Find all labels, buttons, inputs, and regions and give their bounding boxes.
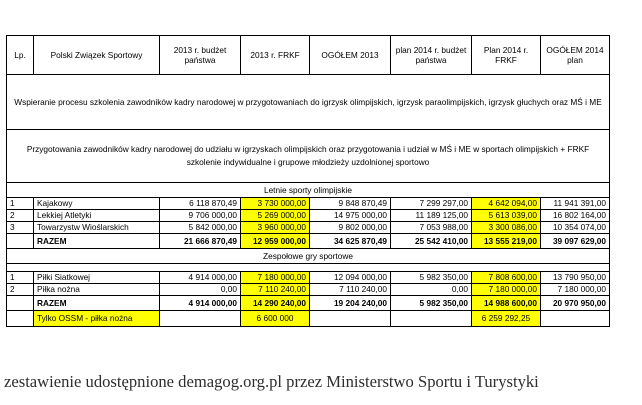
- cell-lp: 2: [7, 210, 34, 222]
- cell-sum-budget-2013: 21 666 870,49: [160, 234, 241, 249]
- cell-empty: [391, 311, 472, 327]
- cell-lp: 1: [7, 198, 34, 210]
- cell-ossm-frkf-2014: 6 259 292,25: [472, 311, 541, 327]
- footer-row: [7, 311, 610, 327]
- cell-budget-2013: 4 914 000,00: [160, 272, 241, 284]
- table-row: [7, 198, 610, 210]
- header-budget-2013: 2013 r. budżet państwa: [160, 36, 241, 75]
- cell-total-2013: 9 848 870,49: [310, 198, 391, 210]
- cell-frkf-2013: 3 730 000,00: [241, 198, 310, 210]
- cell-federation: Piłka nożna: [34, 284, 160, 296]
- cell-frkf-2013: 3 960 000,00: [241, 222, 310, 234]
- cell-federation: Kajakowy: [34, 198, 160, 210]
- image-caption: zestawienie udostępnione demagog.org.pl przez Ministerstwo Sportu i Turystyki: [4, 372, 539, 391]
- table-row: [7, 272, 610, 284]
- cell-frkf-2014: 7 808 600,00: [472, 272, 541, 284]
- cell-budget-2013: 5 842 000,00: [160, 222, 241, 234]
- header-total-2013: OGÓŁEM 2013: [310, 36, 391, 75]
- cell-total-2014: 10 354 074,00: [541, 222, 610, 234]
- cell-budget-2013: 6 118 870,49: [160, 198, 241, 210]
- cell-ossm-label: Tylko OSSM - piłka nożna: [34, 311, 160, 327]
- cell-total-2013: 14 975 000,00: [310, 210, 391, 222]
- cell-sum-budget-2013: 4 914 000,00: [160, 296, 241, 311]
- cell-sum-frkf-2014: 13 555 219,00: [472, 234, 541, 249]
- cell-lp: 2: [7, 284, 34, 296]
- cell-sum-total-2013: 34 625 870,49: [310, 234, 391, 249]
- cell-lp-empty: [7, 234, 34, 249]
- cell-empty: [541, 311, 610, 327]
- cell-federation: Towarzystw Wioślarskich: [34, 222, 160, 234]
- cell-total-2014: 16 802 164,00: [541, 210, 610, 222]
- band-training-support: Wspieranie procesu szkolenia zawodników kadry narodowej w przygotowaniach do igrzysk olimpijskich, igrzysk paraolimpijskich, igrzysk głuchych oraz MŚ i ME: [7, 75, 610, 130]
- cell-sum-frkf-2013: 12 959 000,00: [241, 234, 310, 249]
- band-row: [7, 75, 610, 130]
- spacer-cell: [7, 264, 610, 272]
- spacer-row: [7, 264, 610, 272]
- cell-frkf-2013: 7 110 240,00: [241, 284, 310, 296]
- band-row: [7, 130, 610, 183]
- cell-budget-2014: 7 299 297,00: [391, 198, 472, 210]
- cell-lp: 3: [7, 222, 34, 234]
- cell-lp-empty: [7, 311, 34, 327]
- summary-row: [7, 296, 610, 311]
- cell-budget-2014: 7 053 988,00: [391, 222, 472, 234]
- header-plan-budget-2014: plan 2014 r. budżet państwa: [391, 36, 472, 75]
- cell-frkf-2013: 7 180 000,00: [241, 272, 310, 284]
- section-title-row: [7, 249, 610, 264]
- cell-ossm-frkf-2013: 6 600 000: [241, 311, 310, 327]
- cell-frkf-2013: 5 269 000,00: [241, 210, 310, 222]
- header-lp: Lp.: [7, 36, 34, 75]
- section-team-title: Zespołowe gry sportowe: [7, 249, 610, 264]
- cell-sum-total-2014: 39 097 629,00: [541, 234, 610, 249]
- cell-frkf-2014: 7 180 000,00: [472, 284, 541, 296]
- cell-frkf-2014: 3 300 086,00: [472, 222, 541, 234]
- table-row: [7, 284, 610, 296]
- cell-budget-2013: 9 706 000,00: [160, 210, 241, 222]
- cell-sum-label: RAZEM: [34, 296, 160, 311]
- cell-sum-frkf-2013: 14 290 240,00: [241, 296, 310, 311]
- cell-sum-total-2013: 19 204 240,00: [310, 296, 391, 311]
- cell-empty: [310, 311, 391, 327]
- table-row: [7, 210, 610, 222]
- cell-total-2014: 7 180 000,00: [541, 284, 610, 296]
- header-plan-frkf-2014: Plan 2014 r. FRKF: [472, 36, 541, 75]
- summary-row: [7, 234, 610, 249]
- cell-budget-2013: 0,00: [160, 284, 241, 296]
- cell-lp: 1: [7, 272, 34, 284]
- section-summer-title: Letnie sporty olimpijskie: [7, 183, 610, 198]
- cell-empty: [160, 311, 241, 327]
- band-olympic-preparation: Przygotowania zawodników kadry narodowej do udziału w igrzyskach olimpijskich oraz przygotowania i udział w MŚ i ME w sportach olimpijskich + FRKF szkolenie indywidualne i grupowe młodzieży uzdolnionej sportowo: [7, 130, 610, 183]
- cell-sum-frkf-2014: 14 988 600,00: [472, 296, 541, 311]
- cell-sum-label: RAZEM: [34, 234, 160, 249]
- table-row: [7, 222, 610, 234]
- cell-budget-2014: 11 189 125,00: [391, 210, 472, 222]
- cell-sum-budget-2014: 25 542 410,00: [391, 234, 472, 249]
- cell-total-2013: 7 110 240,00: [310, 284, 391, 296]
- cell-lp-empty: [7, 296, 34, 311]
- cell-sum-total-2014: 20 970 950,00: [541, 296, 610, 311]
- header-frkf-2013: 2013 r. FRKF: [241, 36, 310, 75]
- budget-table: [6, 35, 610, 327]
- cell-budget-2014: 5 982 350,00: [391, 272, 472, 284]
- header-total-2014: OGÓŁEM 2014 plan: [541, 36, 610, 75]
- cell-total-2014: 11 941 391,00: [541, 198, 610, 210]
- cell-total-2013: 12 094 000,00: [310, 272, 391, 284]
- cell-federation: Piłki Siatkowej: [34, 272, 160, 284]
- cell-total-2013: 9 802 000,00: [310, 222, 391, 234]
- cell-federation: Lekkiej Atletyki: [34, 210, 160, 222]
- cell-frkf-2014: 4 642 094,00: [472, 198, 541, 210]
- header-federation: Polski Związek Sportowy: [34, 36, 160, 75]
- cell-sum-budget-2014: 5 982 350,00: [391, 296, 472, 311]
- header-row: [7, 36, 610, 75]
- section-title-row: [7, 183, 610, 198]
- cell-budget-2014: 0,00: [391, 284, 472, 296]
- cell-frkf-2014: 5 613 039,00: [472, 210, 541, 222]
- cell-total-2014: 13 790 950,00: [541, 272, 610, 284]
